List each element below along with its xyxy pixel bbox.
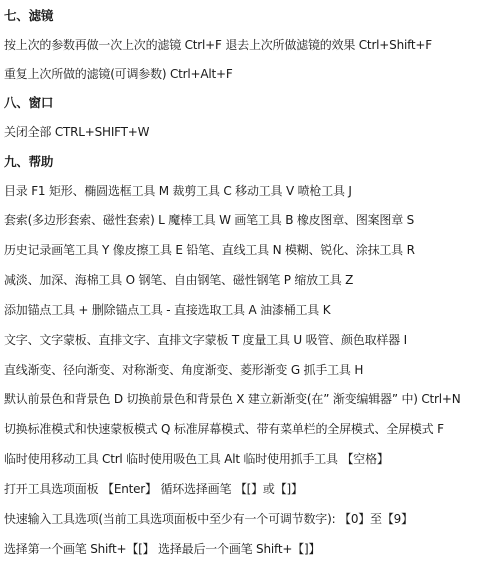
text-line: 套索(多边形套索、磁性套索) L 魔棒工具 W 画笔工具 B 橡皮图章、图案图章 S	[4, 213, 415, 227]
text-line: 目录 F1 矩形、椭圆选框工具 M 裁剪工具 C 移动工具 V 喷枪工具 J	[4, 184, 352, 198]
text-line: 临时使用移动工具 Ctrl 临时使用吸色工具 Alt 临时使用抓手工具 【空格】	[4, 452, 389, 466]
text-line: 减淡、加深、海棉工具 O 钢笔、自由钢笔、磁性钢笔 P 缩放工具 Z	[4, 273, 354, 287]
text-line: 切换标准模式和快速蒙板模式 Q 标准屏幕模式、带有菜单栏的全屏模式、全屏模式 F	[4, 422, 444, 436]
text-line: 文字、文字蒙板、直排文字、直排文字蒙板 T 度量工具 U 吸管、颜色取样器 I	[4, 333, 407, 347]
section-7-heading: 七、滤镜	[4, 8, 54, 23]
text-line: 历史记录画笔工具 Y 像皮擦工具 E 铅笔、直线工具 N 模糊、锐化、涂抹工具 R	[4, 243, 415, 257]
text-line: 打开工具选项面板 【Enter】 循环选择画笔 【[】或【]】	[4, 482, 303, 496]
section-9-heading: 九、帮助	[4, 154, 54, 169]
text-line: 关闭全部 CTRL+SHIFT+W	[4, 125, 150, 139]
text-line: 选择第一个画笔 Shift+【[】 选择最后一个画笔 Shift+【]】	[4, 542, 321, 556]
text-line: 添加锚点工具 + 删除锚点工具 - 直接选取工具 A 油漆桶工具 K	[4, 303, 331, 317]
text-line: 默认前景色和背景色 D 切换前景色和背景色 X 建立新渐变(在” 渐变编辑器” 中) Ctrl+N	[4, 392, 461, 406]
section-8-heading: 八、窗口	[4, 95, 54, 110]
text-line: 快速输入工具选项(当前工具选项面板中至少有一个可调节数字): 【0】至【9】	[4, 512, 413, 526]
text-line: 直线渐变、径向渐变、对称渐变、角度渐变、菱形渐变 G 抓手工具 H	[4, 363, 364, 377]
text-line: 重复上次所做的滤镜(可调参数) Ctrl+Alt+F	[4, 67, 233, 81]
text-line: 按上次的参数再做一次上次的滤镜 Ctrl+F 退去上次所做滤镜的效果 Ctrl+Shift+F	[4, 38, 432, 52]
